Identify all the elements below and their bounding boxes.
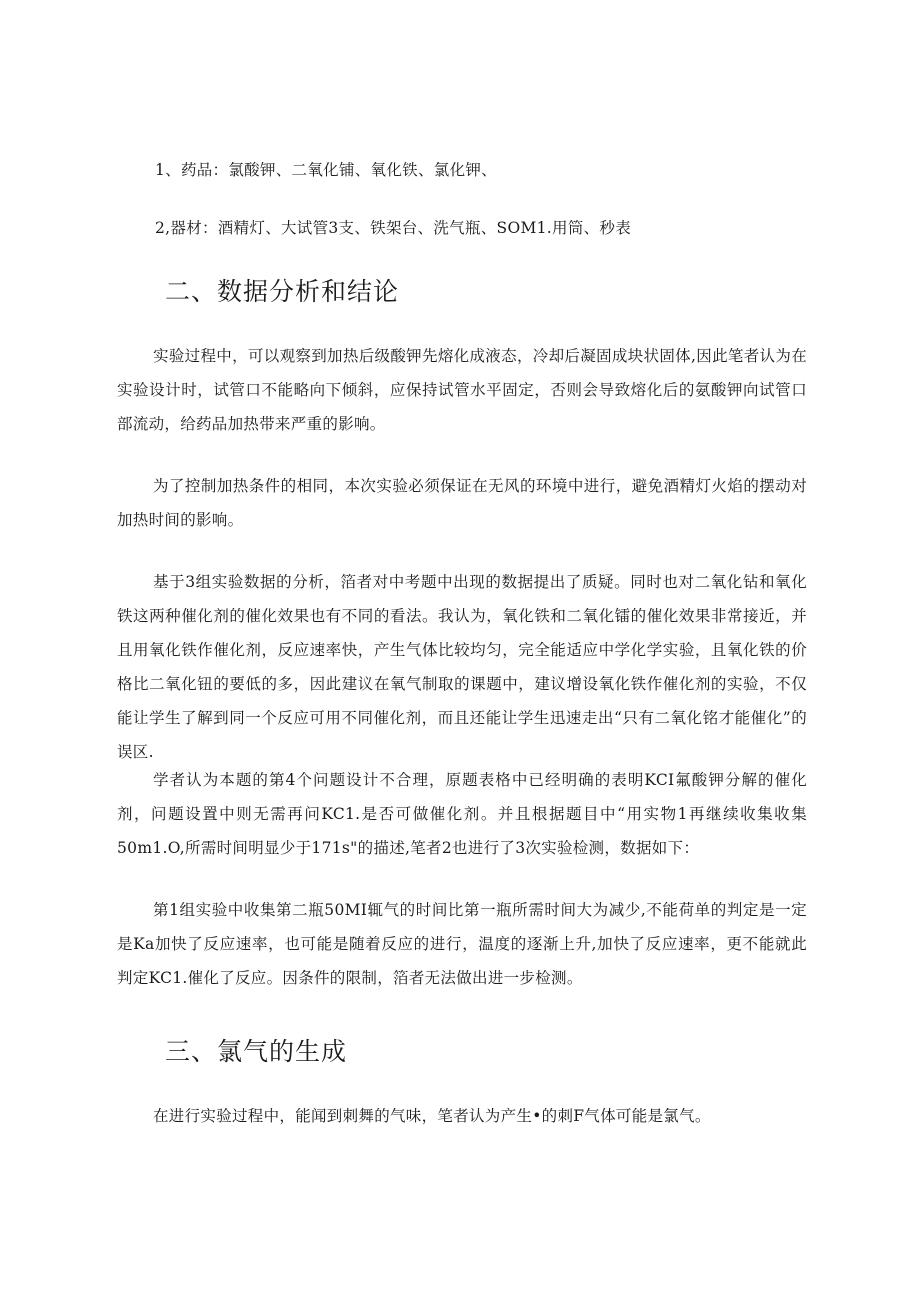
section-2-paragraph-1: 实验过程中，可以观察到加热后级酸钾先熔化成液态，冷却后凝固成块状固体,因此笔者认为在实验设计时，试管口不能略向下倾斜，应保持试管水平固定，否则会导致熔化后的氨酸钾向试管口部流动，给药品加热带来严重的影响。	[117, 347, 807, 433]
section-2-paragraph-3: 基于3组实验数据的分析，箔者对中考题中出现的数据提出了质疑。同时也对二氧化钻和氧化铁这两种催化剂的催化效果也有不同的看法。我认为，氧化铁和二氧化镭的催化效果非常接近，并且用氧化铁作催化剂，反应速率快，产生气体比较均匀，完全能适应中学化学实验，且氧化铁的价格比二氧化钮的要低的多，因此建议在氧气制取的课题中，建议增设氧化铁作催化剂的实验，不仅能让学生了解到同一个反应可用不同催化剂，而且还能让学生迅速走出“只有二氧化铭才能催化”的误区.	[117, 573, 807, 761]
section-3-paragraph-1: 在进行实验过程中，能闻到刺舞的气味，笔者认为产生•的刺F气体可能是氯气。	[153, 1107, 711, 1125]
section-2-paragraph-4: 学者认为本题的第4个问题设计不合理，原题表格中已经明确的表明KCI氟酸钾分解的催化剂，问题设置中则无需再问KC1.是否可做催化剂。并且根据题目中“用实物1再继续收集收集50m1.O,所需时间明显少于171s"的描述,笔者2也进行了3次实验检测，数据如下：	[117, 771, 807, 857]
materials-item-2: 2,器材：酒精灯、大试管3支、铁架台、洗气瓶、SOM1.用筒、秒表	[155, 219, 632, 237]
section-3-heading: 三、氯气的生成	[165, 1037, 348, 1066]
section-2-paragraph-5: 第1组实验中收集第二瓶50MI辄气的时间比第一瓶所需时间大为减少,不能荷单的判定是一定是Ka加快了反应速率，也可能是随着反应的进行，温度的逐渐上升,加快了反应速率，更不能就此判定KC1.催化了反应。因条件的限制，箔者无法做出进一步检测。	[117, 901, 807, 987]
section-2-heading: 二、数据分析和结论	[165, 277, 400, 306]
materials-item-1: 1、药品：氯酸钾、二氧化铺、氧化铁、氯化钾、	[155, 161, 497, 179]
section-2-paragraph-2: 为了控制加热条件的相同，本次实验必须保证在无风的环境中进行，避免酒精灯火焰的摆动对加热时间的影响。	[117, 477, 807, 529]
